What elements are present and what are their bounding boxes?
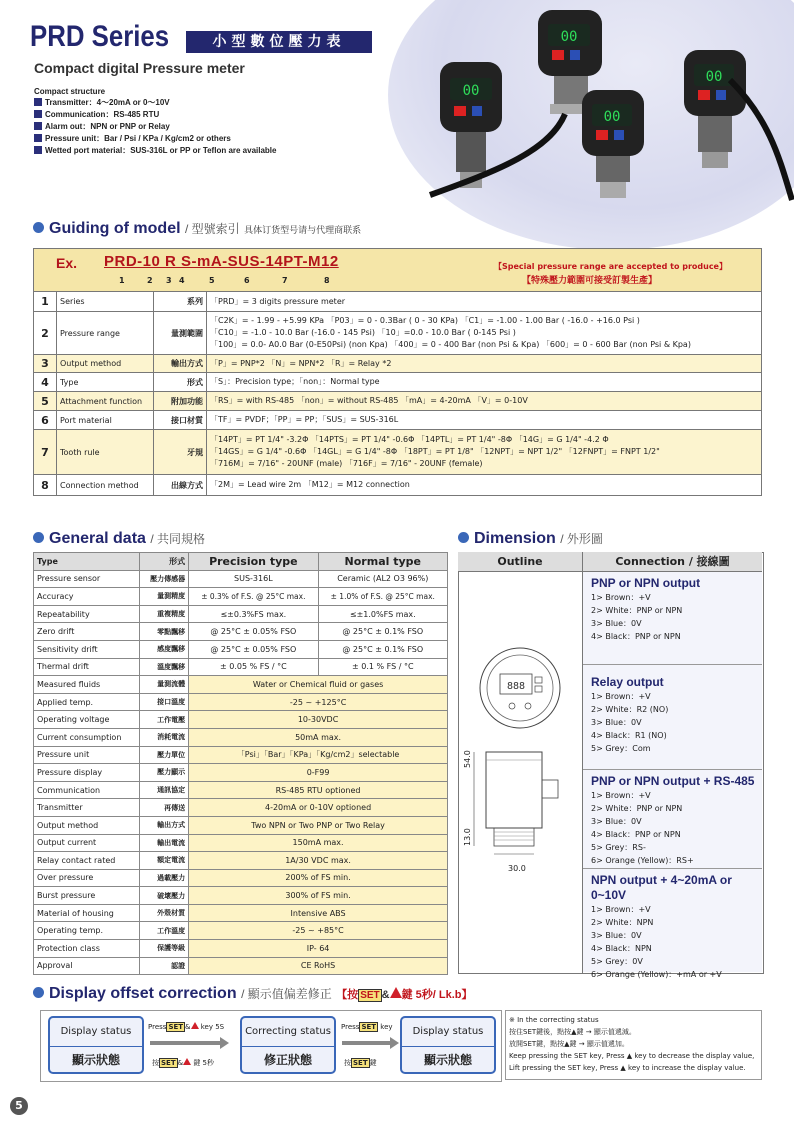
table-row: 2 Pressure range 量測範圍 「C2K」= - 1.99 - +5.99 KPa 「P03」= 0 - 0.3Bar ( 0 - 30 KPa) 「C1」= -1.00 - 1.00 Bar ( -16.0 - +16.0 Psi ) 「C10」= -1.0 - 10.0 Bar (-16.0 - 145 Psi) 「10」=0.0 - 10.0 Bar ( 0-145 Psi ) 「100」= 0.0- A0.0 Bar (0-E50Psi) (non Kpa) 「400」= 0 - 400 Bar (non Psi & Kpa) 「600」= 0 - 600 Bar (non Psi & Kpa) xyxy=(34,312,762,355)
general-data-heading: General data / 共同規格 xyxy=(33,530,205,548)
gauge-3 xyxy=(684,50,792,200)
table-row: Transmitter 再傳送 4-20mA or 0-10V optioned xyxy=(34,799,448,817)
connection-group-pnp-npn: PNP or NPN output 1> Brown：+V 2> White：PNP or NPN 3> Blue：0V 4> Black：PNP or NPN xyxy=(583,572,762,664)
table-row: 6 Port material 接口材質 「TF」= PVDF；「PP」= PP；「SUS」= SUS-316L xyxy=(34,411,762,430)
code-num: 4 xyxy=(179,276,185,285)
table-row: Thermal drift 溫度飄移 ± 0.05 % FS / °C ± 0.1 % FS / °C xyxy=(34,658,448,676)
table-row: Communication 通訊協定 RS-485 RTU optioned xyxy=(34,781,448,799)
arrow-label-bottom: 按 SET & 鍵 5秒 xyxy=(152,1059,214,1067)
connection-header: Connection / 接線圖 xyxy=(583,552,762,572)
table-row: Pressure unit 壓力單位 「Psi」「Bar」「KPa」「Kg/cm2」selectable xyxy=(34,746,448,764)
svg-text:00: 00 xyxy=(705,69,723,85)
table-row: Approval 認證 CE RoHS xyxy=(34,957,448,975)
up-triangle-icon xyxy=(191,1022,199,1029)
table-row: Output current 輸出電流 150mA max. xyxy=(34,834,448,852)
up-triangle-icon xyxy=(390,987,402,998)
table-row: 4 Type 形式 「S」：Precision type；「non」：Normal type xyxy=(34,373,762,392)
display-status-box-1: Display status 顯示狀態 xyxy=(48,1016,144,1074)
table-row: 1 Series 系列 「PRD」= 3 digits pressure meter xyxy=(34,292,762,312)
table-row: Material of housing 外殼材質 Intensive ABS xyxy=(34,904,448,922)
table-row: 7 Tooth rule 牙規 「14PT」= PT 1/4" -3.2Φ 「14PTS」= PT 1/4" -0.6Φ 「14PTL」= PT 1/4" -8Φ 「14G」= G 1/4" -4.2 Φ 「14GS」= G 1/4" -0.6Φ 「14GL」= G 1/4" -8Φ 「18PT」= PT 1/8" 「12NPT」= NPT 1/2" 「12FNPT」= FNPT 1/2" 「716M」= 7/16" - 20UNF (male) 「716F」= 7/16" - 20UNF (female) xyxy=(34,430,762,475)
model-code-example: PRD-10 R S-mA-SUS-14PT-M12 xyxy=(104,253,339,270)
up-triangle-icon xyxy=(183,1058,191,1065)
table-row: Accuracy 量測精度 ± 0.3% of F.S. @ 25°C max. ± 1.0% of F.S. @ 25°C max. xyxy=(34,588,448,606)
dimension-heading: Dimension / 外形圖 xyxy=(458,530,603,548)
code-num: 7 xyxy=(282,276,288,285)
compact-structure-item: Communication：RS-485 RTU xyxy=(34,110,159,120)
table-row: Operating temp. 工作溫度 -25 ~ +85°C xyxy=(34,922,448,940)
table-row: Measured fluids 量測流體 Water or Chemical fluid or gases xyxy=(34,676,448,694)
series-title: PRD Series xyxy=(30,20,170,53)
compact-structure-item: Alarm out：NPN or PNP or Relay xyxy=(34,122,170,132)
svg-text:888: 888 xyxy=(506,681,526,692)
special-range-en: 【Special pressure range are accepted to produce】 xyxy=(494,262,727,271)
correcting-note: ※ In the correcting status 按住SET鍵後，點按▲鍵 → 顯示值遞減。 放開SET鍵，點按▲鍵 → 顯示值遞加。 Keep pressing the SET key, Press ▲ key to decrease the display value, Lift pressing the SET key, Press ▲ key to increase the display value. xyxy=(505,1010,762,1080)
bullet-square-icon xyxy=(34,146,42,154)
table-row: 8 Connection method 出線方式 「2M」= Lead wire 2m 「M12」= M12 connection xyxy=(34,475,762,496)
arrow-label-top: Press SET & key 5S xyxy=(148,1023,225,1031)
page-number: 5 xyxy=(10,1097,28,1115)
svg-text:00: 00 xyxy=(603,109,621,125)
model-guide-table xyxy=(33,248,762,496)
arrow-label-top: Press SET key xyxy=(341,1023,393,1031)
table-row: Burst pressure 破壞壓力 300% of FS min. xyxy=(34,887,448,905)
outline-header: Outline xyxy=(458,552,583,572)
compact-structure-item: Transmitter：4～20mA or 0～10V xyxy=(34,98,170,108)
code-num: 8 xyxy=(324,276,330,285)
dimension-54: 54.0 xyxy=(463,750,472,768)
connection-group-rs485: PNP or NPN output + RS-485 1> Brown：+V 2> White：PNP or NPN 3> Blue：0V 4> Black：PNP or NPN 5> Grey：RS- 6> Orange (Yellow)：RS+ xyxy=(583,770,762,868)
display-status-box-2: Display status 顯示狀態 xyxy=(400,1016,496,1074)
table-row: Operating voltage 工作電壓 10-30VDC xyxy=(34,711,448,729)
code-num: 3 xyxy=(166,276,172,285)
connection-group-analog: NPN output + 4~20mA or 0~10V 1> Brown：+V 2> White：NPN 3> Blue：0V 4> Black：NPN 5> Grey：0V 6> Orange (Yellow)：+mA or +V xyxy=(583,869,762,972)
arrow-right-icon xyxy=(220,1037,229,1049)
table-row: Repeatability 重複精度 ≤±0.3%FS max. ≤±1.0%FS max. xyxy=(34,605,448,623)
table-row: Pressure sensor 壓力傳感器 SUS-316L Ceramic (AL2 O3 96%) xyxy=(34,570,448,588)
compact-structure-heading: Compact structure xyxy=(34,87,106,96)
bullet-dot-icon xyxy=(33,222,44,233)
dimension-13: 13.0 xyxy=(463,828,472,846)
bullet-square-icon xyxy=(34,98,42,106)
bullet-square-icon xyxy=(34,122,42,130)
bullet-dot-icon xyxy=(458,532,469,543)
arrow xyxy=(150,1041,220,1045)
code-num: 5 xyxy=(209,276,215,285)
connection-group-relay: Relay output 1> Brown：+V 2> White：R2 (NO) 3> Blue：0V 4> Black：R1 (NO) 5> Grey：Com xyxy=(583,665,762,769)
subtitle: Compact digital Pressure meter xyxy=(34,60,245,76)
gauge-4 xyxy=(582,90,644,198)
special-range-cn: 【特殊壓力範圍可接受訂製生產】 xyxy=(522,276,658,286)
bullet-square-icon xyxy=(34,134,42,142)
table-row: Applied temp. 接口溫度 -25 ~ +125°C xyxy=(34,693,448,711)
table-row: Zero drift 零點飄移 @ 25°C ± 0.05% FSO @ 25°C ± 0.1% FSO xyxy=(34,623,448,641)
outline-drawing xyxy=(462,640,578,880)
correcting-status-box: Correcting status 修正狀態 xyxy=(240,1016,336,1074)
offset-heading: Display offset correction / 顯示值偏差修正 【按 SET & 鍵 5秒/ Lk.b】 xyxy=(33,985,473,1003)
model-code-header xyxy=(34,249,762,292)
bullet-dot-icon xyxy=(33,987,44,998)
table-row: Pressure display 壓力顯示 0-F99 xyxy=(34,764,448,782)
bullet-dot-icon xyxy=(33,532,44,543)
code-num: 6 xyxy=(244,276,250,285)
example-label: Ex. xyxy=(56,255,78,271)
arrow-right-icon xyxy=(390,1037,399,1049)
general-data-table xyxy=(33,552,448,975)
guiding-heading: Guiding of model / 型號索引 具体订货型号请与代理商联系 xyxy=(33,220,361,238)
table-row: Output method 輸出方式 Two NPN or Two PNP or Two Relay xyxy=(34,816,448,834)
code-num: 2 xyxy=(147,276,153,285)
chinese-title: 小型數位壓力表 xyxy=(186,31,372,53)
table-row: Current consumption 消耗電流 50mA max. xyxy=(34,728,448,746)
table-header-row: Type 形式 Precision type Normal type xyxy=(34,553,448,571)
product-photo xyxy=(400,0,794,205)
dimension-30: 30.0 xyxy=(508,864,526,873)
table-row: Relay contact rated 額定電流 1A/30 VDC max. xyxy=(34,852,448,870)
arrow xyxy=(342,1041,390,1045)
table-row: 3 Output method 輸出方式 「P」= PNP*2 「N」= NPN*2 「R」= Relay *2 xyxy=(34,355,762,373)
compact-structure-item: Wetted port material：SUS-316L or PP or Teflon are available xyxy=(34,146,276,156)
arrow-label-bottom: 按 SET 鍵 xyxy=(344,1059,377,1067)
code-num: 1 xyxy=(119,276,125,285)
table-row: Protection class 保護等級 IP- 64 xyxy=(34,940,448,958)
compact-structure-item: Pressure unit：Bar / Psi / KPa / Kg/cm2 or others xyxy=(34,134,231,144)
bullet-square-icon xyxy=(34,110,42,118)
table-row: Over pressure 過載壓力 200% of FS min. xyxy=(34,869,448,887)
table-row: Sensitivity drift 感度飄移 @ 25°C ± 0.05% FSO @ 25°C ± 0.1% FSO xyxy=(34,640,448,658)
svg-text:00: 00 xyxy=(462,83,480,99)
svg-text:00: 00 xyxy=(560,29,578,45)
table-row: 5 Attachment function 附加功能 「RS」= with RS-485 「non」= without RS-485 「mA」= 4-20mA 「V」= 0-10V xyxy=(34,392,762,411)
